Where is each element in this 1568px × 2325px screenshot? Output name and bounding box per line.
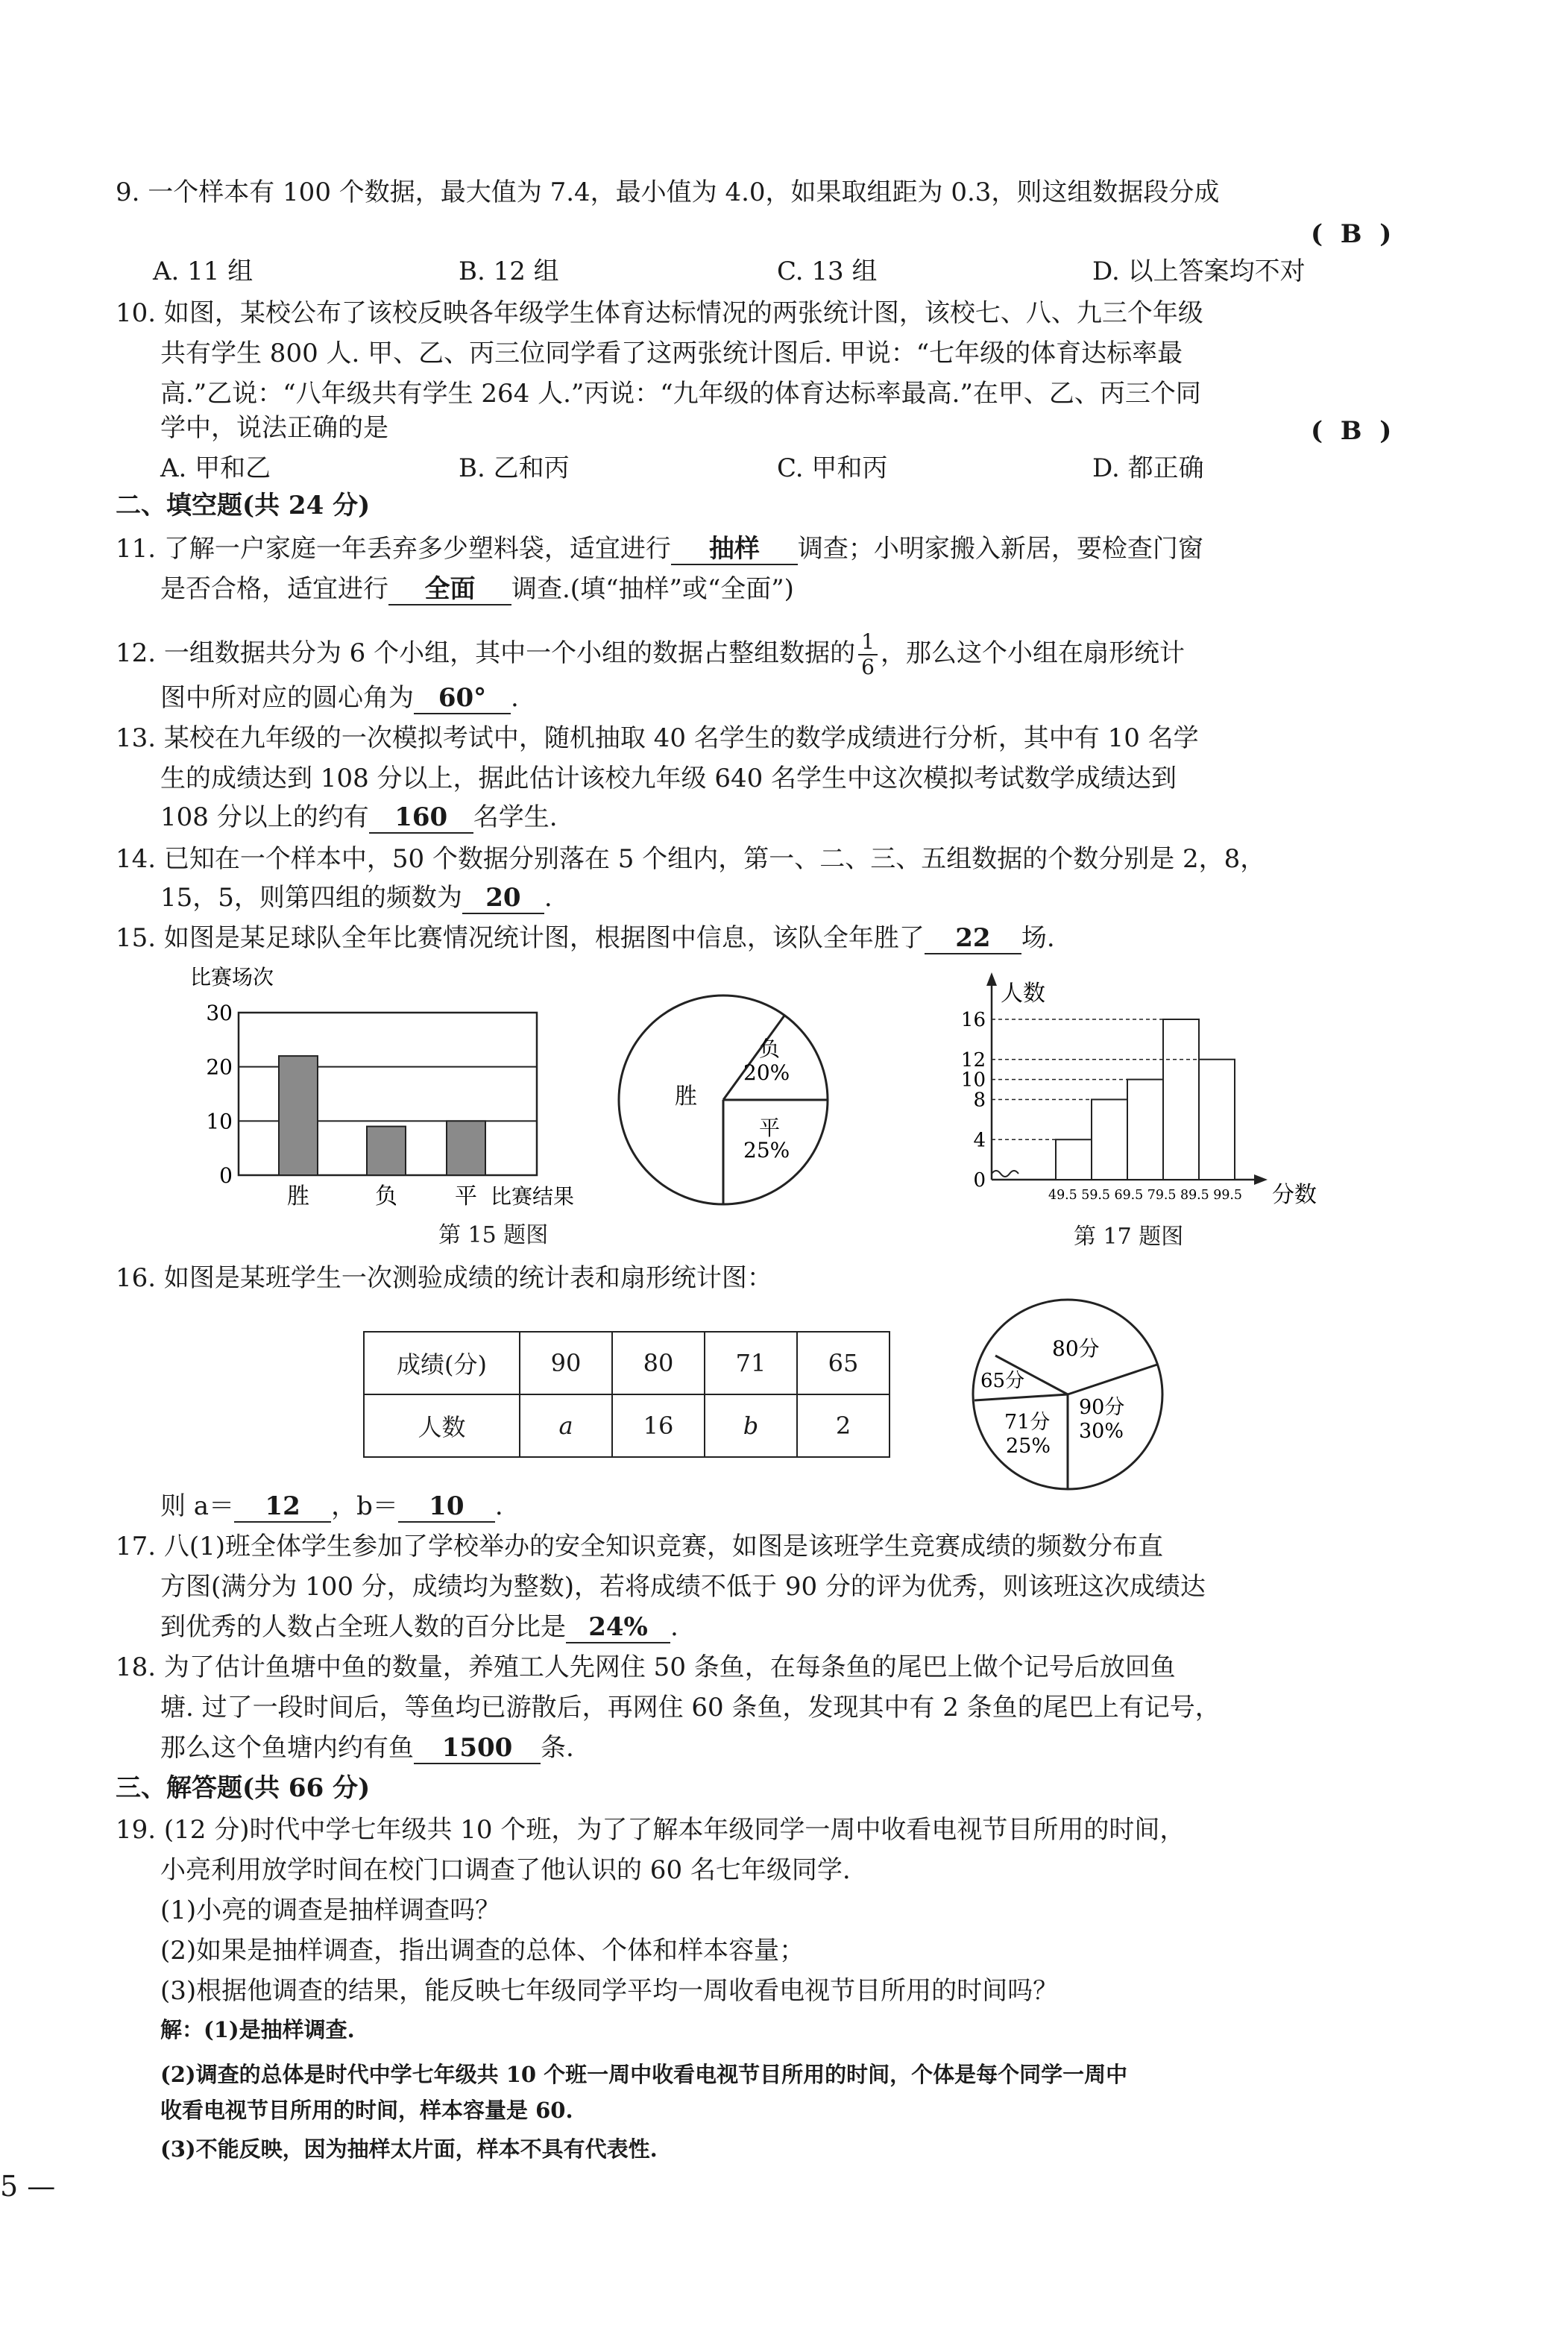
q9-option-a: A. 11 组 xyxy=(153,257,254,286)
q18-blank: 1500 xyxy=(414,1733,541,1764)
q10-option-b: B. 乙和丙 xyxy=(459,453,570,483)
q19-solution2b: 收看电视节目所用的时间，样本容量是 60. xyxy=(160,2098,573,2123)
fig15-bar-chart xyxy=(179,962,626,1223)
fig17-axis-break xyxy=(992,1171,1018,1177)
fig17-x-ticks: 49.5 59.5 69.5 79.5 89.5 99.5 xyxy=(1048,1187,1242,1203)
q16-answer-line: 则 a＝ 12 ，b＝ 10 . xyxy=(160,1491,503,1521)
fig15-pie-win: 胜 xyxy=(675,1083,697,1110)
fig17-x-arrow xyxy=(1254,1174,1268,1185)
q13-line3: 108 分以上的约有 160 名学生. xyxy=(160,802,558,832)
q12-line1: 12. 一组数据共分为 6 个小组，其中一个小组的数据占整组数据的 $\frac{1}{6}$ ，那么这个小组在扇形统计 xyxy=(116,629,1185,679)
fig15-pie-lose-pct: 20% xyxy=(743,1060,790,1085)
q18-line2: 塘. 过了一段时间后，等鱼均已游散后，再网住 60 条鱼，发现其中有 2 条鱼的尾巴上有记号， xyxy=(160,1693,1221,1722)
q10-answer-value: B xyxy=(1340,416,1362,446)
fig17-y-label: 人数 xyxy=(1001,981,1045,1007)
q12-blank: 60° xyxy=(414,683,511,714)
fig17-y-tick: 10 xyxy=(960,1069,986,1092)
fig15-caption: 第 15 题图 xyxy=(438,1222,549,1248)
q16-pie-80: 80分 xyxy=(1052,1336,1100,1361)
table-row: 人数 a 16 b 2 xyxy=(364,1394,890,1457)
q16-blank-b: 10 xyxy=(398,1491,495,1523)
q18-line3: 那么这个鱼塘内约有鱼 1500 条. xyxy=(160,1733,574,1763)
q19-line1: 19. (12 分)时代中学七年级共 10 个班，为了了解本年级同学一周中收看电视节目所用的时间， xyxy=(116,1815,1186,1845)
fig17-y-tick: 8 xyxy=(973,1089,986,1112)
q15-blank: 22 xyxy=(925,923,1021,954)
fig17-histogram xyxy=(947,963,1317,1217)
q14-blank: 20 xyxy=(462,883,544,914)
fig15-y-tick: 20 xyxy=(206,1054,233,1080)
q10-option-a: A. 甲和乙 xyxy=(160,453,271,483)
fig17-y-tick: 12 xyxy=(960,1048,986,1072)
q10-option-d: D. 都正确 xyxy=(1092,453,1204,483)
q11-line1: 11. 了解一户家庭一年丢弃多少塑料袋，适宜进行 抽样 调查；小明家搬入新居，要检查门窗 xyxy=(116,534,1203,564)
fig17-x-label: 分数 xyxy=(1272,1182,1317,1208)
q11-line2: 是否合格，适宜进行 全面 调查.(填“抽样”或“全面”) xyxy=(160,574,794,604)
fig17-y-tick: 16 xyxy=(960,1009,986,1031)
q9-option-b: B. 12 组 xyxy=(459,257,559,286)
fig15-y-tick: 30 xyxy=(206,1001,233,1025)
q16-pie-71: 71分 xyxy=(1004,1411,1051,1434)
q16-pie-71-pct: 25% xyxy=(1006,1435,1051,1458)
fig17-bar xyxy=(1092,1100,1127,1180)
q19-solution3: (3)不能反映，因为抽样太片面，样本不具有代表性. xyxy=(160,2136,658,2162)
fig17-bar xyxy=(1056,1139,1092,1180)
q16-stem: 16. 如图是某班学生一次测验成绩的统计表和扇形统计图： xyxy=(116,1263,772,1293)
q17-line2: 方图(满分为 100 分，成绩均为整数)，若将成绩不低于 90 分的评为优秀，则该班这次成绩达 xyxy=(160,1572,1206,1602)
fig17-bar xyxy=(1127,1080,1163,1180)
fig15-x-label: 比赛结果 xyxy=(491,1184,575,1209)
fig15-y-tick: 10 xyxy=(206,1109,233,1134)
q10-line4: 学中，说法正确的是 xyxy=(160,413,388,443)
fig15-pie-chart xyxy=(615,992,839,1215)
q10-option-c: C. 甲和丙 xyxy=(777,453,888,483)
q12-fraction: $\frac{1}{6}$ xyxy=(858,630,878,679)
q14-line1: 14. 已知在一个样本中，50 个数据分别落在 5 个组内，第一、二、三、五组数据的个数分别是 2，8， xyxy=(116,844,1266,874)
fig17-bar xyxy=(1163,1019,1199,1180)
q13-blank: 160 xyxy=(369,802,473,834)
fig15-y-tick: 0 xyxy=(219,1163,233,1188)
fig15-bar xyxy=(447,1121,485,1175)
q9-stem: 9. 一个样本有 100 个数据，最大值为 7.4，最小值为 4.0，如果取组距为 0.3，则这组数据段分成 xyxy=(116,177,1220,207)
q9-option-d: D. 以上答案均不对 xyxy=(1092,257,1306,286)
fig15-pie-lose: 负 xyxy=(759,1036,781,1061)
q14-line2: 15，5，则第四组的频数为 20 . xyxy=(160,883,552,913)
q9-answer: ( B ) xyxy=(1311,219,1392,249)
fig17-y-tick: 0 xyxy=(973,1169,986,1192)
q10-line1: 10. 如图，某校公布了该校反映各年级学生体育达标情况的两张统计图，该校七、八、九三个年级 xyxy=(116,298,1203,328)
table-row: 成绩(分) 90 80 71 65 xyxy=(364,1332,890,1394)
fig17-bar xyxy=(1199,1060,1235,1180)
section-answer-heading: 三、解答题(共 66 分) xyxy=(116,1773,371,1803)
q16-pie-90: 90分 xyxy=(1079,1396,1125,1419)
fig17-y-arrow xyxy=(986,972,997,986)
q15-line: 15. 如图是某足球队全年比赛情况统计图，根据图中信息，该队全年胜了 22 场. xyxy=(116,923,1055,953)
fig15-x-tick: 平 xyxy=(455,1183,477,1209)
fig15-bar xyxy=(367,1127,406,1175)
q19-line2: 小亮利用放学时间在校门口调查了他认识的 60 名七年级同学. xyxy=(160,1855,851,1885)
fig15-pie-draw: 平 xyxy=(759,1116,781,1140)
q18-line1: 18. 为了估计鱼塘中鱼的数量，养殖工人先网住 50 条鱼，在每条鱼的尾巴上做个记号后放回鱼 xyxy=(116,1652,1176,1682)
q19-part3: (3)根据他调查的结果，能反映七年级同学平均一周收看电视节目所用的时间吗？ xyxy=(160,1976,1059,2006)
q19-solution1: 解：(1)是抽样调查. xyxy=(160,2017,355,2042)
q10-line2: 共有学生 800 人. 甲、乙、丙三位同学看了这两张统计图后. 甲说：“七年级的体育达标率最 xyxy=(160,339,1183,368)
q10-line3: 高.”乙说：“八年级共有学生 264 人.”丙说：“九年级的体育达标率最高.”在甲、乙、丙三个同 xyxy=(160,379,1201,409)
fig15-bar xyxy=(279,1056,318,1175)
q16-blank-a: 12 xyxy=(234,1491,331,1523)
q11-blank2: 全面 xyxy=(388,574,511,605)
q13-line2: 生的成绩达到 108 分以上，据此估计该校九年级 640 名学生中这次模拟考试数学成绩达到 xyxy=(160,764,1177,793)
fig15-pie-draw-pct: 25% xyxy=(743,1138,790,1162)
fig15-x-tick: 胜 xyxy=(287,1183,309,1209)
q16-pie-90-pct: 30% xyxy=(1079,1420,1124,1443)
q11-blank1: 抽样 xyxy=(671,534,798,565)
q17-line3: 到优秀的人数占全班人数的百分比是 24% . xyxy=(160,1612,678,1642)
q13-line1: 13. 某校在九年级的一次模拟考试中，随机抽取 40 名学生的数学成绩进行分析，其中有 10 名学 xyxy=(116,723,1199,753)
q19-solution2a: (2)调查的总体是时代中学七年级共 10 个班一周中收看电视节目所用的时间，个体是每个同学一周中 xyxy=(160,2062,1128,2087)
q10-answer: ( B ) xyxy=(1311,416,1392,446)
fig17-y-tick: 4 xyxy=(973,1129,986,1152)
q19-part1: (1)小亮的调查是抽样调查吗？ xyxy=(160,1895,501,1925)
fig15-x-tick: 负 xyxy=(375,1183,397,1209)
q16-score-table xyxy=(363,1331,890,1458)
q9-option-c: C. 13 组 xyxy=(777,257,878,286)
q17-blank: 24% xyxy=(566,1612,670,1643)
page-number: 5 — xyxy=(0,2170,56,2203)
section-fill-in-heading: 二、填空题(共 24 分) xyxy=(116,491,371,520)
q9-answer-value: B xyxy=(1340,219,1362,249)
q16-pie-chart xyxy=(966,1296,1182,1497)
q17-line1: 17. 八(1)班全体学生参加了学校举办的安全知识竞赛，如图是该班学生竞赛成绩的频数分布直 xyxy=(116,1532,1164,1561)
fig17-caption: 第 17 题图 xyxy=(1074,1224,1184,1250)
q16-pie-65: 65分 xyxy=(980,1370,1025,1392)
q19-part2: (2)如果是抽样调查，指出调查的总体、个体和样本容量； xyxy=(160,1936,805,1966)
fig15-y-label: 比赛场次 xyxy=(190,965,274,990)
q12-line2: 图中所对应的圆心角为 60° . xyxy=(160,683,519,713)
